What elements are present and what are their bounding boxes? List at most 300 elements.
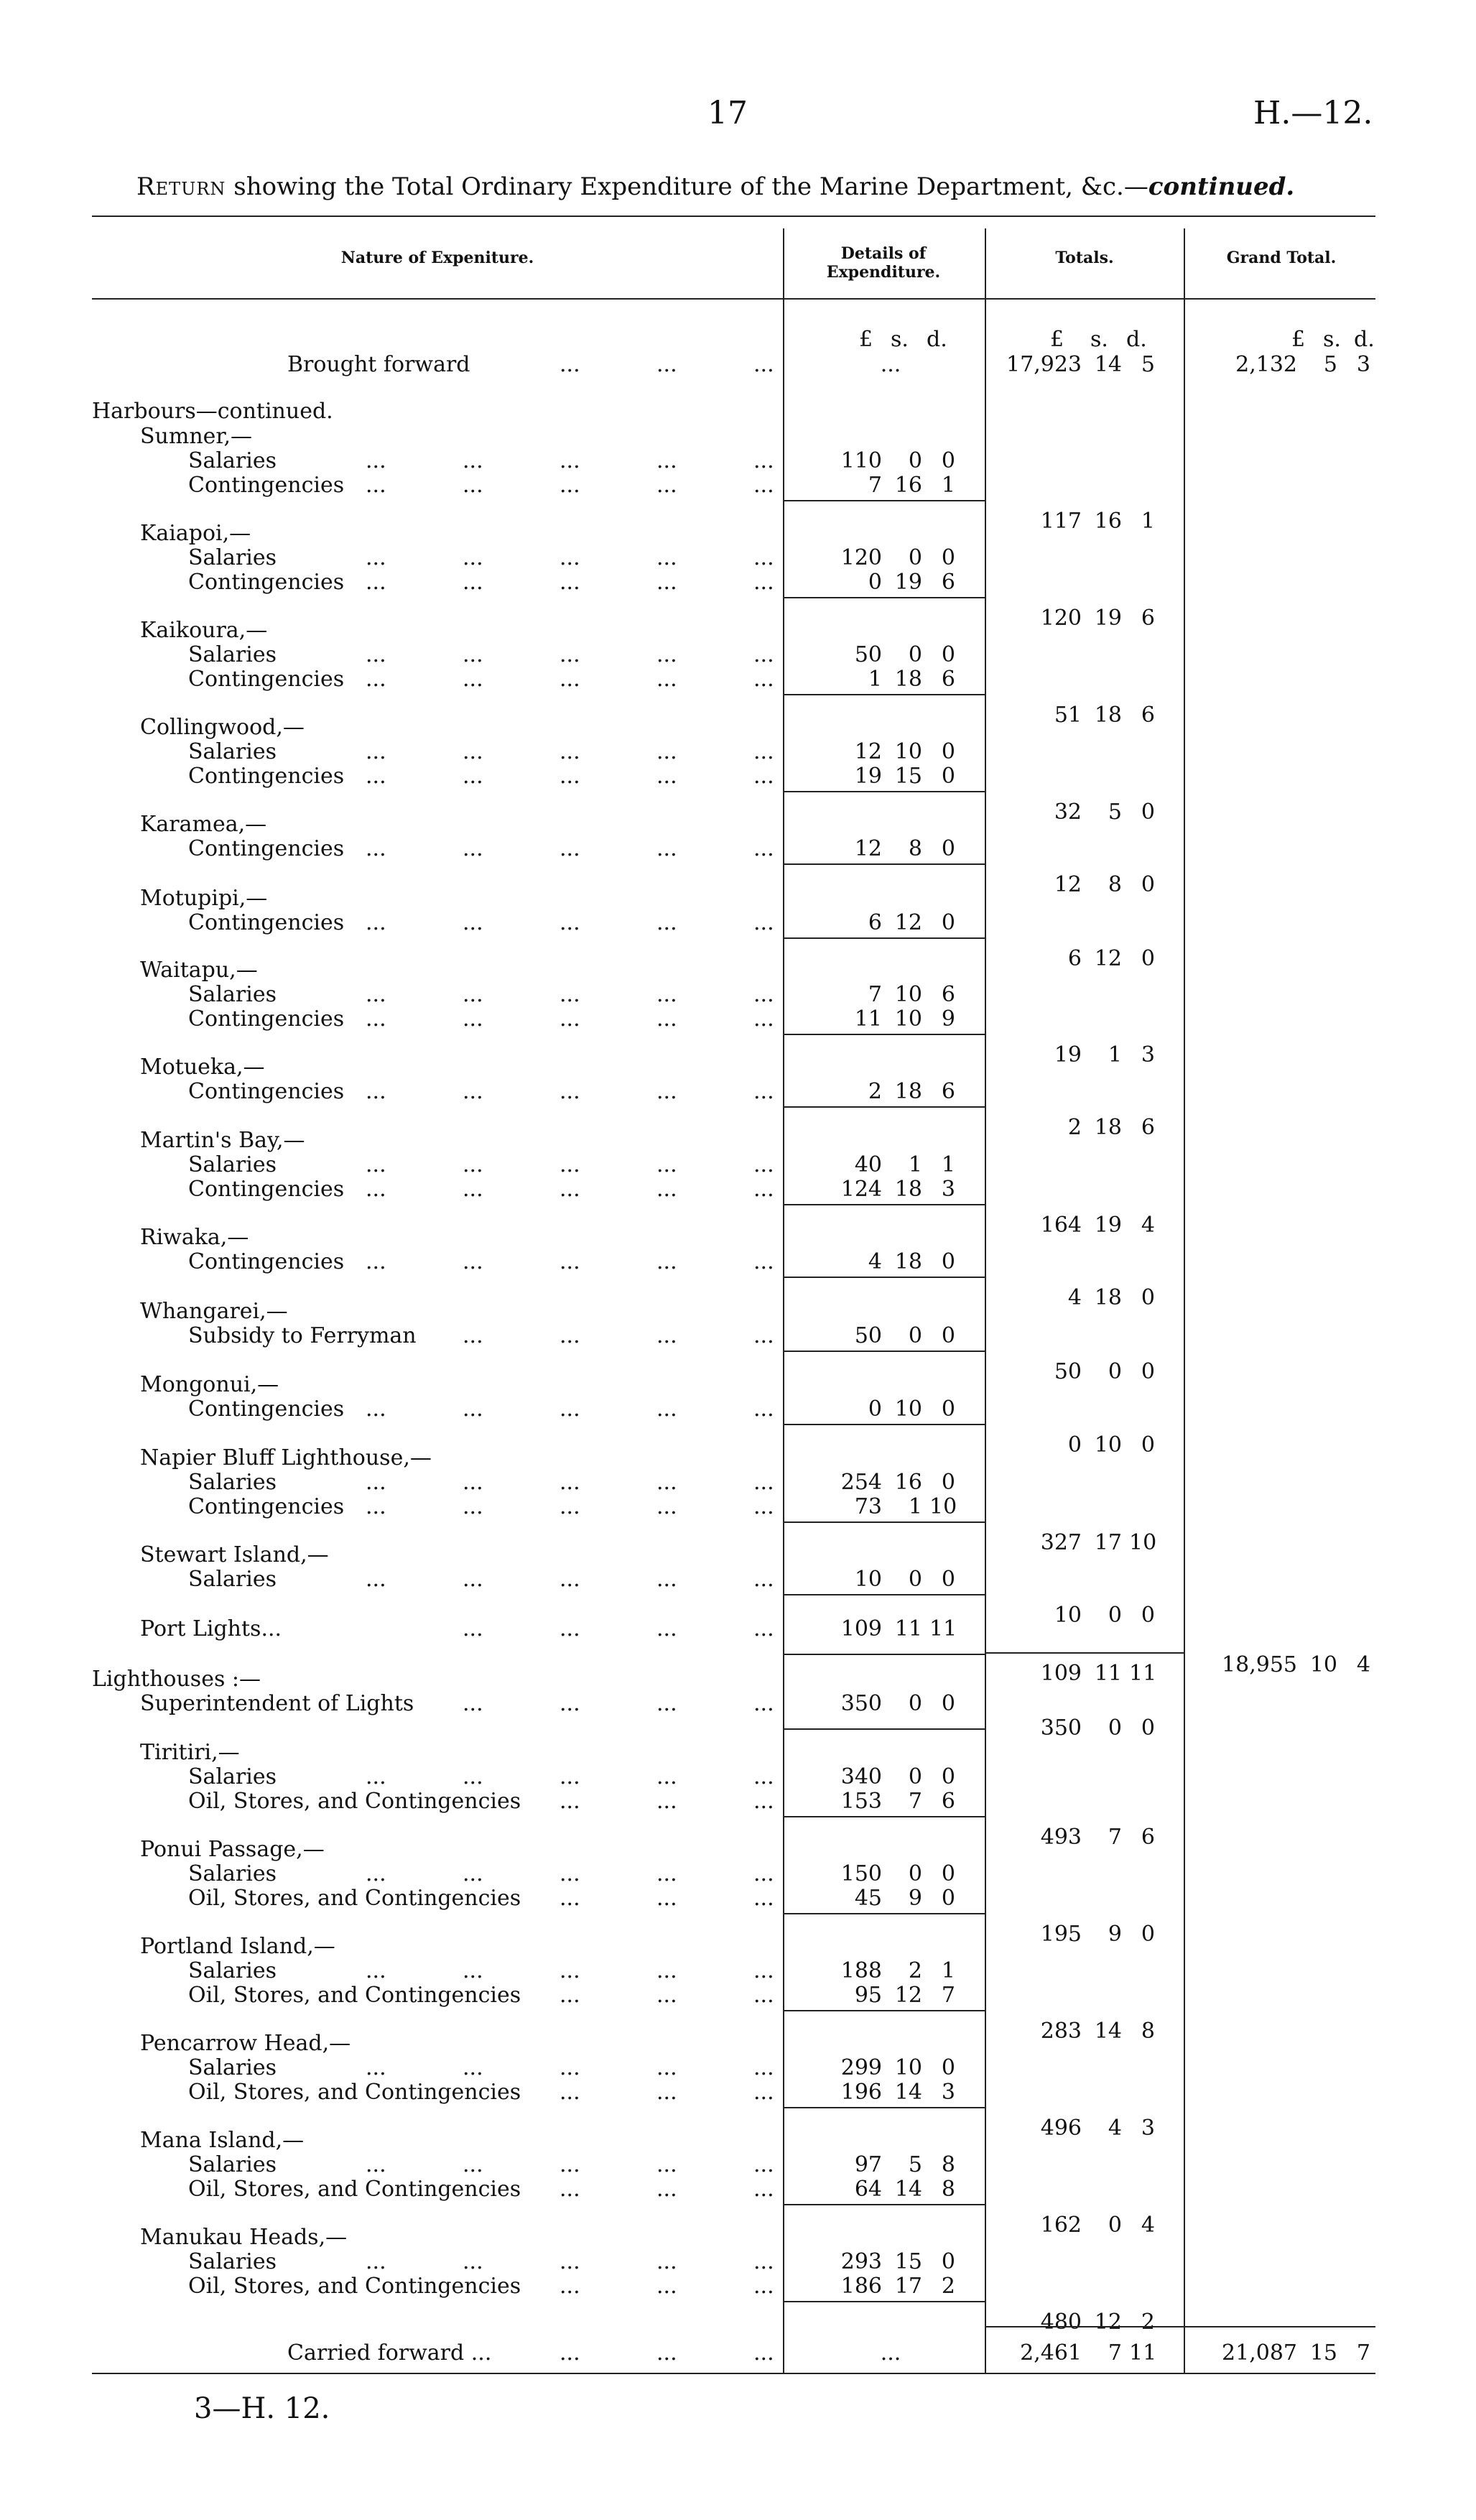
line-item-amount-shillings: 17 xyxy=(894,2274,922,2299)
leader-dots: ... xyxy=(560,1861,580,1886)
lighthouse-name: Portland Island,— xyxy=(140,1934,335,1959)
leader-dots: ... xyxy=(656,1958,677,1983)
leader-dots: ... xyxy=(366,642,386,667)
line-item-label: Contingencies xyxy=(188,910,345,935)
line-item-label: Oil, Stores, and Contingencies xyxy=(188,1886,521,1911)
leader-dots: ... xyxy=(366,1396,386,1422)
leader-dots: ... xyxy=(656,2249,677,2274)
leader-dots: ... xyxy=(753,448,774,473)
footer-signature: 3—H. 12. xyxy=(194,2392,330,2425)
line-item-amount-shillings: 14 xyxy=(894,2080,922,2105)
leader-dots: ... xyxy=(366,1152,386,1177)
leader-dots: ... xyxy=(560,1958,580,1983)
line-item-amount-pence: 0 xyxy=(941,1249,955,1274)
line-item-amount-shillings: 0 xyxy=(908,1567,922,1592)
leader-dots: ... xyxy=(656,910,677,935)
line-item-amount-pounds: 10 xyxy=(854,1567,882,1592)
leader-dots: ... xyxy=(366,910,386,935)
leader-dots: ... xyxy=(753,764,774,789)
leader-dots: ... xyxy=(366,1006,386,1032)
leader-dots: ... xyxy=(753,1177,774,1202)
currency-pence-totals: d. xyxy=(1126,327,1147,352)
lighthouse-total-pence: 4 xyxy=(1141,2213,1155,2238)
lighthouse-total-pounds: 162 xyxy=(1040,2213,1082,2238)
line-item-amount-pounds: 186 xyxy=(840,2274,882,2299)
line-item-amount-pounds: 6 xyxy=(868,910,882,935)
harbour-total-pounds: 4 xyxy=(1067,1285,1082,1310)
leader-dots: ... xyxy=(753,1494,774,1519)
line-item-amount-shillings: 0 xyxy=(908,448,922,473)
leader-dots: ... xyxy=(656,352,677,377)
line-item-amount-pence: 0 xyxy=(941,2249,955,2274)
leader-dots: ... xyxy=(656,667,677,692)
lighthouse-total-pounds: 283 xyxy=(1040,2019,1082,2044)
currency-pound-details: £ xyxy=(859,327,873,352)
leader-dots: ... xyxy=(753,1006,774,1032)
leader-dots: ... xyxy=(656,1079,677,1104)
leader-dots: ... xyxy=(753,836,774,861)
leader-dots: ... xyxy=(753,667,774,692)
line-item-label: Contingencies xyxy=(188,764,345,789)
leader-dots: ... xyxy=(463,1079,483,1104)
harbour-total-pounds: 0 xyxy=(1067,1432,1082,1458)
leader-dots: ... xyxy=(656,2152,677,2177)
line-item-amount-shillings: 0 xyxy=(908,545,922,570)
carried-forward-total-pence: 11 xyxy=(1129,2340,1157,2366)
leader-dots: ... xyxy=(366,1177,386,1202)
lighthouse-total-pence: 6 xyxy=(1141,1825,1155,1850)
subtotal-rule xyxy=(784,863,985,865)
leader-dots: ... xyxy=(656,1494,677,1519)
leader-dots: ... xyxy=(753,1861,774,1886)
line-item-amount-pence: 3 xyxy=(941,1177,955,1202)
carried-forward-label: Carried forward ... xyxy=(287,2340,492,2366)
leader-dots: ... xyxy=(366,1958,386,1983)
line-item-label: Salaries xyxy=(188,2055,277,2080)
leader-dots: ... xyxy=(753,545,774,570)
leader-dots: ... xyxy=(753,1470,774,1495)
subtotal-rule xyxy=(784,937,985,939)
table-top-rule xyxy=(92,216,1375,217)
leader-dots: ... xyxy=(366,1470,386,1495)
line-item-amount-pence: 0 xyxy=(941,1323,955,1348)
superintendent-total-pounds: 350 xyxy=(1040,1715,1082,1741)
superintendent-label: Superintendent of Lights xyxy=(140,1691,414,1716)
line-item-amount-shillings: 0 xyxy=(908,1861,922,1886)
harbour-total-pence: 6 xyxy=(1141,703,1155,728)
leader-dots: ... xyxy=(656,2055,677,2080)
carried-forward-grand-pounds: 21,087 xyxy=(1222,2340,1297,2366)
leader-dots: ... xyxy=(656,1152,677,1177)
line-item-label: Contingencies xyxy=(188,1494,345,1519)
harbour-total-shillings: 0 xyxy=(1108,1359,1122,1384)
superintendent-amount-pence: 0 xyxy=(941,1691,955,1716)
leader-dots: ... xyxy=(560,448,580,473)
leader-dots: ... xyxy=(463,545,483,570)
line-item-amount-pence: 8 xyxy=(941,2177,955,2202)
harbours-grand-total-shillings: 10 xyxy=(1309,1652,1337,1677)
harbour-total-pence: 10 xyxy=(1129,1530,1157,1555)
harbour-name: Sumner,— xyxy=(140,424,252,449)
leader-dots: ... xyxy=(463,739,483,764)
leader-dots: ... xyxy=(463,473,483,498)
leader-dots: ... xyxy=(463,1006,483,1032)
harbour-name: Motueka,— xyxy=(140,1055,265,1080)
line-item-amount-shillings: 19 xyxy=(894,570,922,595)
leader-dots: ... xyxy=(560,2340,580,2366)
leader-dots: ... xyxy=(560,1764,580,1789)
currency-shillings-grand: s. xyxy=(1323,327,1341,352)
currency-pence-grand: d. xyxy=(1354,327,1375,352)
line-item-amount-pounds: 12 xyxy=(854,739,882,764)
leader-dots: ... xyxy=(656,448,677,473)
leader-dots: ... xyxy=(560,1691,580,1716)
line-item-amount-pounds: 12 xyxy=(854,836,882,861)
line-item-label: Salaries xyxy=(188,448,277,473)
subtotal-rule xyxy=(784,1594,985,1595)
leader-dots: ... xyxy=(560,667,580,692)
harbour-total-pence: 3 xyxy=(1141,1042,1155,1067)
leader-dots: ... xyxy=(560,1249,580,1274)
harbour-total-shillings: 18 xyxy=(1094,703,1122,728)
line-item-amount-pounds: 299 xyxy=(840,2055,882,2080)
leader-dots: ... xyxy=(366,1861,386,1886)
line-item-amount-shillings: 10 xyxy=(894,1006,922,1032)
leader-dots: ... xyxy=(463,1494,483,1519)
leader-dots: ... xyxy=(560,764,580,789)
line-item-amount-shillings: 18 xyxy=(894,667,922,692)
superintendent-total-shillings: 0 xyxy=(1108,1715,1122,1741)
leader-dots: ... xyxy=(560,836,580,861)
leader-dots: ... xyxy=(366,836,386,861)
line-item-amount-pence: 9 xyxy=(941,1006,955,1032)
leader-dots: ... xyxy=(656,1470,677,1495)
leader-dots: ... xyxy=(560,910,580,935)
port-lights-amount-shillings: 11 xyxy=(894,1616,922,1641)
line-item-label: Salaries xyxy=(188,1764,277,1789)
leader-dots: ... xyxy=(560,2152,580,2177)
leader-dots: ... xyxy=(753,2249,774,2274)
leader-dots: ... xyxy=(366,739,386,764)
line-item-label: Salaries xyxy=(188,739,277,764)
line-item-amount-shillings: 0 xyxy=(908,642,922,667)
subtotal-rule xyxy=(784,2010,985,2011)
leader-dots: ... xyxy=(463,1567,483,1592)
line-item-amount-pence: 0 xyxy=(941,1861,955,1886)
line-item-amount-pence: 1 xyxy=(941,1152,955,1177)
line-item-amount-shillings: 16 xyxy=(894,1470,922,1495)
harbour-total-pounds: 120 xyxy=(1040,606,1082,631)
subtotal-rule xyxy=(784,1277,985,1278)
line-item-amount-pence: 1 xyxy=(941,473,955,498)
harbour-total-pence: 6 xyxy=(1141,1115,1155,1140)
leader-dots: ... xyxy=(463,448,483,473)
leader-dots: ... xyxy=(560,1470,580,1495)
leader-dots: ... xyxy=(753,1764,774,1789)
lighthouse-name: Tiritiri,— xyxy=(140,1740,240,1765)
line-item-label: Salaries xyxy=(188,2249,277,2274)
lighthouse-name: Manukau Heads,— xyxy=(140,2225,348,2250)
harbour-name: Napier Bluff Lighthouse,— xyxy=(140,1445,432,1470)
lighthouse-total-shillings: 9 xyxy=(1108,1922,1122,1947)
leader-dots: ... xyxy=(463,1152,483,1177)
leader-dots: ... xyxy=(753,473,774,498)
line-item-amount-shillings: 2 xyxy=(908,1958,922,1983)
superintendent-amount-shillings: 0 xyxy=(908,1691,922,1716)
leader-dots: ... xyxy=(656,982,677,1007)
leader-dots: ... xyxy=(366,1079,386,1104)
harbour-total-pence: 0 xyxy=(1141,946,1155,971)
leader-dots: ... xyxy=(560,1152,580,1177)
leader-dots: ... xyxy=(366,1764,386,1789)
line-item-label: Oil, Stores, and Contingencies xyxy=(188,2274,521,2299)
harbour-total-shillings: 8 xyxy=(1108,872,1122,897)
line-item-amount-pounds: 120 xyxy=(840,545,882,570)
leader-dots: ... xyxy=(656,1177,677,1202)
lighthouse-name: Pencarrow Head,— xyxy=(140,2031,351,2056)
harbour-total-pounds: 19 xyxy=(1054,1042,1082,1067)
line-item-amount-pounds: 40 xyxy=(854,1152,882,1177)
leader-dots: ... xyxy=(366,2055,386,2080)
harbour-total-shillings: 18 xyxy=(1094,1115,1122,1140)
harbour-name: Stewart Island,— xyxy=(140,1542,329,1567)
page-number: 17 xyxy=(707,95,748,131)
lighthouse-total-pence: 0 xyxy=(1141,1922,1155,1947)
harbour-total-pounds: 117 xyxy=(1040,509,1082,534)
leader-dots: ... xyxy=(463,1323,483,1348)
subtotal-rule xyxy=(784,2107,985,2108)
lighthouse-total-pence: 2 xyxy=(1141,2310,1155,2335)
line-item-amount-pence: 0 xyxy=(941,764,955,789)
harbour-total-pence: 1 xyxy=(1141,509,1155,534)
harbour-total-shillings: 0 xyxy=(1108,1603,1122,1628)
harbour-total-shillings: 17 xyxy=(1094,1530,1122,1555)
currency-pence-details: d. xyxy=(927,327,947,352)
leader-dots: ... xyxy=(753,570,774,595)
lighthouse-total-pounds: 496 xyxy=(1040,2116,1082,2141)
lighthouse-total-shillings: 0 xyxy=(1108,2213,1122,2238)
leader-dots: ... xyxy=(463,1764,483,1789)
section-harbours-title: Harbours—continued. xyxy=(92,399,333,424)
leader-dots: ... xyxy=(560,1983,580,2008)
leader-dots: ... xyxy=(560,473,580,498)
leader-dots: ... xyxy=(656,1567,677,1592)
currency-pound-totals: £ xyxy=(1050,327,1064,352)
leader-dots: ... xyxy=(366,448,386,473)
leader-dots: ... xyxy=(753,1152,774,1177)
leader-dots: ... xyxy=(560,545,580,570)
line-item-label: Contingencies xyxy=(188,1177,345,1202)
line-item-label: Salaries xyxy=(188,642,277,667)
subtotal-rule xyxy=(784,1816,985,1817)
leader-dots: ... xyxy=(560,352,580,377)
leader-dots: ... xyxy=(656,1396,677,1422)
leader-dots: ... xyxy=(366,667,386,692)
subtotal-rule xyxy=(784,1034,985,1035)
leader-dots: ... xyxy=(560,1323,580,1348)
line-item-amount-pence: 0 xyxy=(941,739,955,764)
brought-forward-total-pence: 5 xyxy=(1141,352,1155,377)
carried-forward-total-pounds: 2,461 xyxy=(1020,2340,1082,2366)
line-item-amount-pence: 0 xyxy=(941,545,955,570)
line-item-amount-shillings: 14 xyxy=(894,2177,922,2202)
lighthouse-total-pence: 3 xyxy=(1141,2116,1155,2141)
line-item-amount-shillings: 10 xyxy=(894,739,922,764)
leader-dots: ... xyxy=(560,2249,580,2274)
title-lead: Return xyxy=(136,172,226,201)
lighthouse-name: Ponui Passage,— xyxy=(140,1837,325,1862)
line-item-amount-pounds: 196 xyxy=(840,2080,882,2105)
harbour-total-pounds: 12 xyxy=(1054,872,1082,897)
leader-dots: ... xyxy=(560,1616,580,1641)
line-item-amount-shillings: 0 xyxy=(908,1323,922,1348)
subtotal-rule xyxy=(784,791,985,792)
leader-dots: ... xyxy=(560,1789,580,1814)
leader-dots: ... xyxy=(366,1567,386,1592)
carried-forward-details: ... xyxy=(880,2340,901,2366)
line-item-amount-shillings: 8 xyxy=(908,836,922,861)
subtotal-rule xyxy=(784,597,985,598)
subtotal-rule xyxy=(784,1654,985,1655)
leader-dots: ... xyxy=(656,1691,677,1716)
leader-dots: ... xyxy=(463,1691,483,1716)
line-item-amount-pence: 6 xyxy=(941,982,955,1007)
line-item-amount-shillings: 10 xyxy=(894,1396,922,1422)
line-item-label: Contingencies xyxy=(188,1396,345,1422)
leader-dots: ... xyxy=(463,1861,483,1886)
leader-dots: ... xyxy=(366,764,386,789)
lighthouse-total-pounds: 195 xyxy=(1040,1922,1082,1947)
leader-dots: ... xyxy=(753,910,774,935)
leader-dots: ... xyxy=(463,667,483,692)
leader-dots: ... xyxy=(656,1323,677,1348)
subtotal-rule xyxy=(784,1728,985,1730)
leader-dots: ... xyxy=(560,2274,580,2299)
leader-dots: ... xyxy=(463,1249,483,1274)
leader-dots: ... xyxy=(366,1494,386,1519)
harbour-total-pence: 0 xyxy=(1141,800,1155,825)
leader-dots: ... xyxy=(560,570,580,595)
line-item-amount-pence: 0 xyxy=(941,836,955,861)
subtotal-rule xyxy=(784,2204,985,2205)
superintendent-total-pence: 0 xyxy=(1141,1715,1155,1741)
subtotal-rule xyxy=(784,1106,985,1108)
leader-dots: ... xyxy=(753,1249,774,1274)
line-item-amount-pounds: 7 xyxy=(868,473,882,498)
leader-dots: ... xyxy=(560,982,580,1007)
superintendent-amount-pounds: 350 xyxy=(840,1691,882,1716)
leader-dots: ... xyxy=(656,1861,677,1886)
line-item-amount-pounds: 340 xyxy=(840,1764,882,1789)
carried-forward-total-shillings: 7 xyxy=(1108,2340,1122,2366)
leader-dots: ... xyxy=(753,352,774,377)
leader-dots: ... xyxy=(560,1006,580,1032)
subtotal-rule xyxy=(784,1913,985,1914)
line-item-amount-shillings: 16 xyxy=(894,473,922,498)
subtotal-rule xyxy=(784,2301,985,2302)
harbour-total-pence: 0 xyxy=(1141,1432,1155,1458)
subtotal-rule xyxy=(784,694,985,695)
line-item-amount-pence: 0 xyxy=(941,1886,955,1911)
harbour-name: Riwaka,— xyxy=(140,1225,249,1250)
line-item-amount-pounds: 293 xyxy=(840,2249,882,2274)
leader-dots: ... xyxy=(463,982,483,1007)
header-totals: Totals. xyxy=(1055,249,1114,267)
line-item-amount-shillings: 7 xyxy=(908,1789,922,1814)
line-item-amount-pounds: 73 xyxy=(854,1494,882,1519)
harbour-name: Waitapu,— xyxy=(140,958,258,983)
line-item-amount-pence: 6 xyxy=(941,1079,955,1104)
line-item-amount-shillings: 18 xyxy=(894,1177,922,1202)
line-item-label: Salaries xyxy=(188,1152,277,1177)
line-item-label: Contingencies xyxy=(188,667,345,692)
leader-dots: ... xyxy=(753,1567,774,1592)
leader-dots: ... xyxy=(753,642,774,667)
leader-dots: ... xyxy=(753,2340,774,2366)
leader-dots: ... xyxy=(463,910,483,935)
line-item-amount-pence: 6 xyxy=(941,1789,955,1814)
harbour-total-pence: 0 xyxy=(1141,1285,1155,1310)
leader-dots: ... xyxy=(656,1616,677,1641)
harbour-name: Port Lights... xyxy=(140,1616,282,1641)
leader-dots: ... xyxy=(753,1616,774,1641)
harbour-total-pounds: 50 xyxy=(1054,1359,1082,1384)
subtotal-rule xyxy=(784,1351,985,1352)
leader-dots: ... xyxy=(656,764,677,789)
brought-forward-label: Brought forward xyxy=(287,352,470,377)
brought-forward-grand-shillings: 5 xyxy=(1323,352,1337,377)
harbour-total-pounds: 164 xyxy=(1040,1213,1082,1238)
harbour-total-pence: 0 xyxy=(1141,872,1155,897)
line-item-amount-pounds: 11 xyxy=(854,1006,882,1032)
line-item-amount-pounds: 97 xyxy=(854,2152,882,2177)
section-lighthouses-title: Lighthouses :— xyxy=(92,1667,261,1692)
line-item-amount-pounds: 0 xyxy=(868,1396,882,1422)
line-item-label: Contingencies xyxy=(188,570,345,595)
document-code: H.—12. xyxy=(1253,95,1373,131)
leader-dots: ... xyxy=(656,473,677,498)
leader-dots: ... xyxy=(656,1249,677,1274)
line-item-label: Salaries xyxy=(188,2152,277,2177)
line-item-label: Salaries xyxy=(188,1567,277,1592)
line-item-label: Salaries xyxy=(188,1958,277,1983)
leader-dots: ... xyxy=(463,1396,483,1422)
line-item-amount-pence: 0 xyxy=(941,1764,955,1789)
harbour-total-shillings: 18 xyxy=(1094,1285,1122,1310)
line-item-label: Contingencies xyxy=(188,1079,345,1104)
line-item-amount-pounds: 50 xyxy=(854,642,882,667)
line-item-label: Contingencies xyxy=(188,836,345,861)
line-item-amount-pounds: 110 xyxy=(840,448,882,473)
leader-dots: ... xyxy=(560,2177,580,2202)
line-item-amount-pence: 6 xyxy=(941,570,955,595)
carried-rule xyxy=(986,2326,1375,2327)
leader-dots: ... xyxy=(366,545,386,570)
leader-dots: ... xyxy=(753,2177,774,2202)
harbour-total-pence: 0 xyxy=(1141,1359,1155,1384)
leader-dots: ... xyxy=(560,1494,580,1519)
table-title xyxy=(136,172,1294,201)
subtotal-rule xyxy=(784,1521,985,1523)
line-item-amount-shillings: 1 xyxy=(908,1152,922,1177)
line-item-amount-shillings: 18 xyxy=(894,1249,922,1274)
line-item-amount-pounds: 4 xyxy=(868,1249,882,1274)
leader-dots: ... xyxy=(656,2080,677,2105)
totals-rule xyxy=(986,1652,1184,1654)
brought-forward-grand-pounds: 2,132 xyxy=(1235,352,1297,377)
line-item-label: Salaries xyxy=(188,1861,277,1886)
harbour-name: Kaiapoi,— xyxy=(140,521,251,546)
